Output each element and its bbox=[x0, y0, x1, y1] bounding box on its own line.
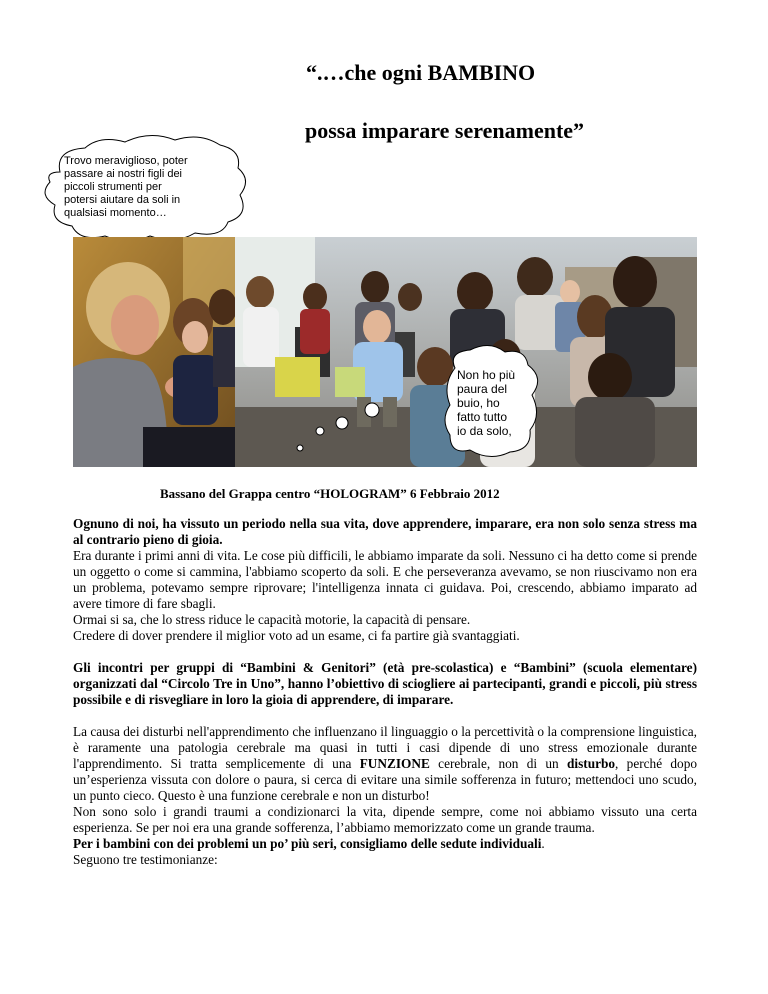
paragraph-3: La causa dei disturbi nell'apprendimento che influenzano il linguaggio o la percettività o la comprensione linguistica, è raramente una patologia cerebrale ma quasi in tutti i casi dipende di uno stress emozionale durante l'apprendimento. Si tratta semplicemente di una FUNZIONE cerebrale, non di un disturbo, perché dopo un’esperienza vissuta con dolore o paura, si cerca di evitare una simile sofferenza in futuro; mettendoci uno scudo, un punto cieco. Questo è una funzione cerebrale e non un disturbo! bbox=[73, 724, 697, 803]
article-body bbox=[73, 516, 697, 868]
paragraph-1-line3: Credere di dover prendere il miglior voto ad un esame, ci fa partire già svantaggiati. bbox=[73, 628, 520, 643]
paragraph-3-last-line: Seguono tre testimonianze: bbox=[73, 852, 218, 867]
speech-bubble-text: Non ho più paura del buio, ho fatto tutto io da solo, bbox=[457, 368, 516, 438]
paragraph-1-lead: Ognuno di noi, ha vissuto un periodo nella sua vita, dove apprendere, imparare, era non solo senza stress ma al contrario pieno di gioia. bbox=[73, 516, 697, 547]
thought-cloud-text: Trovo meraviglioso, poter passare ai nostri figli dei piccoli strumenti per potersi aiutare da soli in qualsiasi momento… bbox=[64, 155, 188, 219]
paragraph-3-bold-line: Per i bambini con dei problemi un po’ più seri, consigliamo delle sedute individuali. bbox=[73, 836, 545, 851]
paragraph-1-line2: Ormai si sa, che lo stress riduce le capacità motorie, la capacità di pensare. bbox=[73, 612, 471, 627]
page-title-line2: possa imparare serenamente” bbox=[305, 118, 585, 143]
paragraph-1-text: Era durante i primi anni di vita. Le cose più difficili, le abbiamo imparate da soli. Nessuno ci ha detto come si prende un oggetto o come si cammina, l'abbiamo scoperto da soli. E che perseveranza avevamo, se non riuscivamo non era un problema, potevamo sempre riprovare; l'intelligenza innata ci guidava. Poi, crescendo, abbiamo imparato ad avere timore di fare sbagli. bbox=[73, 548, 697, 611]
page-title-line1: “.…che ogni BAMBINO bbox=[306, 60, 536, 85]
photo-caption: Bassano del Grappa centro “HOLOGRAM” 6 Febbraio 2012 bbox=[160, 486, 500, 501]
paragraph-2: Gli incontri per gruppi di “Bambini & Genitori” (età pre-scolastica) e “Bambini” (scuola elementare) organizzati dal “Circolo Tre in Uno”, hanno l’obiettivo di sciogliere ai partecipanti, grandi e piccoli, più stress possibile e di risvegliare in loro la gioia di apprendere, di imparare. bbox=[73, 660, 697, 707]
paragraph-3-line2: Non sono solo i grandi traumi a condizionarci la vita, dipende sempre, come noi abbiamo vissuto una certa esperienza. Se per noi era una grande sofferenza, l’abbiamo memorizzato come un grande trauma. bbox=[73, 804, 697, 835]
